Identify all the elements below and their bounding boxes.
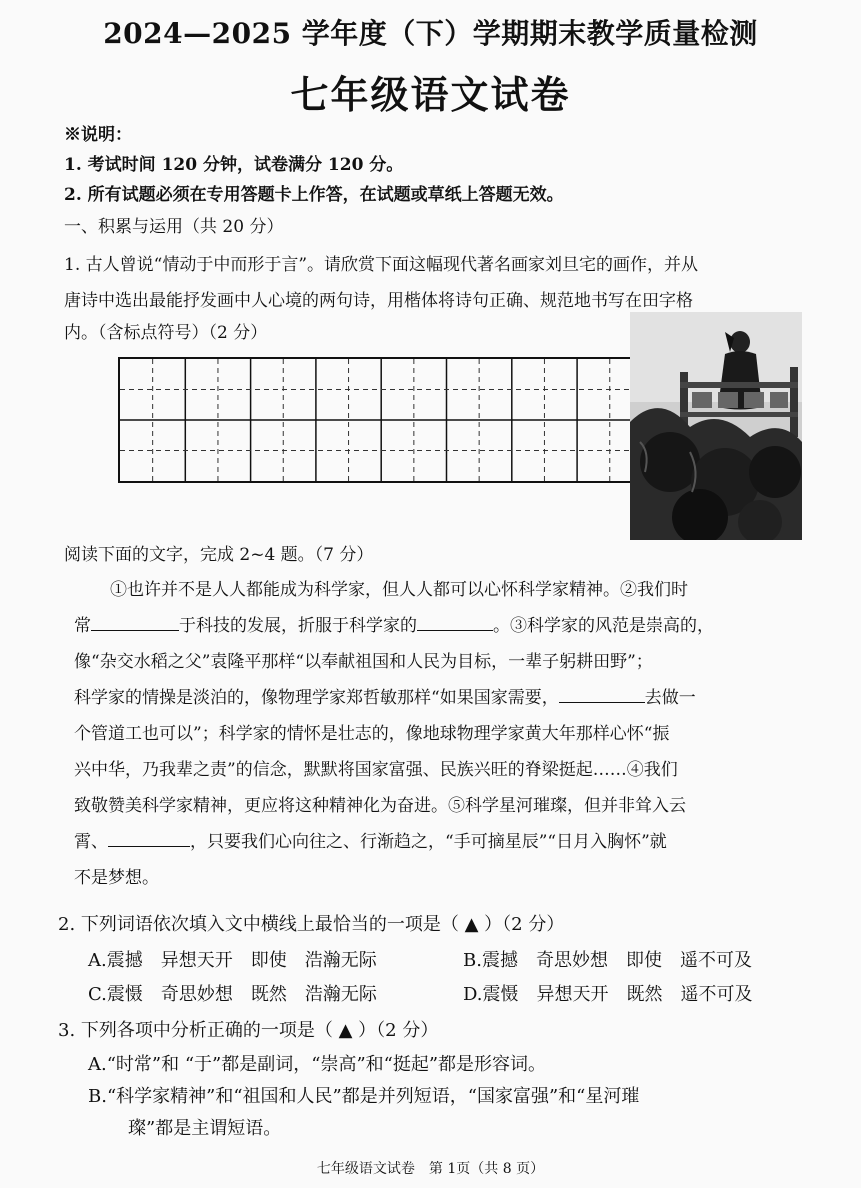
passage-text: 。③科学家的风范是崇高的， [493, 616, 714, 636]
q3-option-b-line-1[interactable]: B.“科学家精神”和“祖国和人民”都是并列短语，“国家富强”和“星河璀 [88, 1086, 640, 1107]
q2-option-b[interactable]: B.震撼 奇思妙想 即使 遥不可及 [463, 950, 752, 971]
fill-blank-4[interactable] [108, 832, 190, 847]
reading-passage [74, 572, 804, 896]
page-footer: 七年级语文试卷 第 1页（共 8 页） [316, 1161, 545, 1177]
fill-blank-3[interactable] [559, 688, 645, 703]
passage-line-8 [74, 824, 804, 860]
passage-text: 常 [74, 616, 91, 636]
passage-line-9: 不是梦想。 [74, 868, 159, 888]
passage-text: 去做一 [644, 688, 696, 708]
notes-heading: ※说明： [64, 125, 132, 145]
fill-blank-1[interactable] [91, 616, 179, 631]
passage-text: 霄、 [74, 832, 108, 852]
passage-line-7: 致敬赞美科学家精神，更应将这种精神化为奋进。⑤科学星河璀璨，但并非耸入云 [74, 796, 686, 816]
q2-stem: 2. 下列词语依次填入文中横线上最恰当的一项是（ ▲ ）（2 分） [58, 914, 565, 935]
note-item-1: 1. 考试时间 120 分钟，试卷满分 120 分。 [64, 155, 404, 175]
passage-line-6: 兴中华，乃我辈之责”的信念，默默将国家富强、民族兴旺的脊梁挺起……④我们 [74, 760, 678, 780]
exam-title: 2024—2025 学年度（下）学期期末教学质量检测 [103, 17, 758, 50]
passage-line-1: ①也许并不是人人都能成为科学家，但人人都可以心怀科学家精神。②我们时 [110, 580, 688, 600]
q1-line-2: 唐诗中选出最能抒发画中人心境的两句诗，用楷体将诗句正确、规范地书写在田字格 [64, 291, 693, 311]
reading-intro: 阅读下面的文字，完成 2~4 题。（7 分） [64, 545, 374, 565]
passage-line-3: 像“杂交水稻之父”袁隆平那样“以奉献祖国和人民为目标，一辈子躬耕田野”； [74, 652, 653, 672]
passage-text: 科学家的情操是淡泊的，像物理学家郑哲敏那样“如果国家需要， [74, 688, 559, 708]
passage-text: ，只要我们心向往之、行渐趋之，“手可摘星辰”“日月入胸怀”就 [190, 832, 667, 852]
painting-illustration [630, 312, 802, 540]
q1-line-1: 1. 古人曾说“情动于中而形于言”。请欣赏下面这幅现代著名画家刘旦宅的画作，并从 [64, 255, 699, 275]
paper-title: 七年级语文试卷 [290, 72, 571, 117]
q1-line-3: 内。（含标点符号）（2 分） [64, 323, 268, 343]
q2-options-row-1 [88, 946, 752, 972]
fill-blank-2[interactable] [417, 616, 493, 631]
q3-option-b-line-2: 璨”都是主谓短语。 [128, 1118, 282, 1139]
passage-line-2 [74, 608, 804, 644]
q2-option-c[interactable]: C.震慑 奇思妙想 既然 浩瀚无际 [88, 984, 377, 1005]
q2-option-a[interactable]: A.震撼 异想天开 即使 浩瀚无际 [88, 950, 377, 971]
section-heading: 一、积累与运用（共 20 分） [64, 217, 284, 237]
q3-stem: 3. 下列各项中分析正确的一项是（ ▲ ）（2 分） [58, 1020, 439, 1041]
q2-option-d[interactable]: D.震慑 异想天开 既然 遥不可及 [463, 984, 753, 1005]
note-item-2: 2. 所有试题必须在专用答题卡上作答，在试题或草纸上答题无效。 [64, 185, 564, 205]
q3-option-a[interactable]: A.“时常”和 “于”都是副词，“崇高”和“挺起”都是形容词。 [88, 1054, 547, 1075]
passage-line-4 [74, 680, 804, 716]
passage-line-5: 个管道工也可以”；科学家的情怀是壮志的，像地球物理学家黄大年那样心怀“振 [74, 724, 670, 744]
passage-text: 于科技的发展，折服于科学家的 [179, 616, 417, 636]
q2-options-row-2 [88, 980, 753, 1006]
